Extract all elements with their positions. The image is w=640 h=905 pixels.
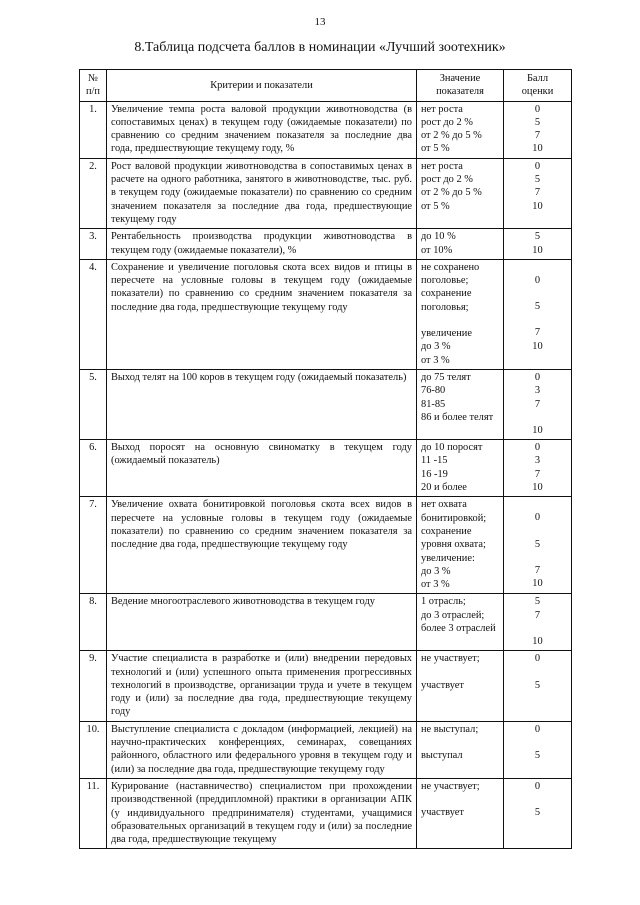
score-line: 0	[534, 512, 541, 524]
row-number: 11.	[80, 778, 107, 848]
value-line: более 3 отраслей	[421, 622, 496, 634]
row-scores	[504, 721, 572, 778]
score-line	[508, 736, 567, 749]
value-line: не выступал;	[421, 723, 479, 735]
table-header-row	[80, 70, 572, 102]
table-row	[80, 229, 572, 260]
value-line: 76-80	[421, 385, 446, 397]
value-line	[421, 666, 499, 679]
value-line: не сохранено	[421, 261, 480, 273]
score-line: 0	[534, 371, 541, 383]
value-line: сохранение	[421, 525, 472, 537]
table-row	[80, 259, 572, 369]
value-line: нет охвата	[421, 499, 467, 511]
table-row	[80, 440, 572, 497]
score-line: 7	[534, 609, 541, 621]
row-number: 9.	[80, 651, 107, 721]
row-scores	[504, 594, 572, 651]
score-line: 10	[532, 424, 543, 436]
row-values	[417, 778, 504, 848]
value-line: участвует	[421, 679, 464, 691]
row-scores	[504, 369, 572, 439]
page-number: 13	[314, 16, 326, 28]
row-number: 3.	[80, 229, 107, 260]
header-score: Балл оценки	[504, 70, 572, 102]
row-number: 7.	[80, 497, 107, 594]
row-criteria: Курирование (наставничество) специалистом при прохождении производственной (преддипломной) практики в организации АПК (у индивидуального предпринимателя) студентами, учащимися образовательных организаций в текущем году и (или) за последние два года, предшествующие текущему	[107, 778, 417, 848]
row-number: 1.	[80, 101, 107, 158]
row-scores	[504, 259, 572, 369]
value-line	[421, 314, 499, 327]
row-criteria: Увеличение охвата бонитировкой поголовья скота всех видов в пересчете на условные головы в текущем году (ожидаемые показатели) по сравнению со средним значением показателя за последние два года, предшествующие текущему году	[107, 497, 417, 594]
score-line: 5	[534, 807, 541, 819]
row-criteria: Выступление специалиста с докладом (информацией, лекцией) на научно-практических конференциях, семинарах, совещаниях районного, областного или федерального уровня в текущем году и (или) за последние два года, предшествующие текущему году	[107, 721, 417, 778]
score-line: 5	[534, 174, 541, 186]
score-line	[508, 622, 567, 635]
scoring-table	[79, 69, 572, 849]
score-line	[508, 666, 567, 679]
score-line: 0	[534, 780, 541, 792]
table-row	[80, 651, 572, 721]
score-line: 3	[534, 385, 541, 397]
score-line: 5	[534, 596, 541, 608]
value-line: от 3 %	[421, 579, 450, 591]
score-line: 10	[532, 340, 543, 352]
score-line	[508, 261, 567, 274]
score-line: 0	[534, 160, 541, 172]
score-line: 0	[534, 653, 541, 665]
row-criteria: Выход телят на 100 коров в текущем году (ожидаемый показатель)	[107, 369, 417, 439]
value-line: от 10%	[421, 244, 453, 256]
value-line: участвует	[421, 807, 464, 819]
row-values	[417, 369, 504, 439]
score-line	[508, 551, 567, 564]
value-line: 20 и более	[421, 482, 467, 494]
score-line: 7	[534, 130, 541, 142]
score-line: 10	[532, 578, 543, 590]
score-line: 7	[534, 398, 541, 410]
value-line: от 2 % до 5 %	[421, 130, 482, 142]
row-scores	[504, 497, 572, 594]
row-values	[417, 158, 504, 228]
page-title: 8.Таблица подсчета баллов в номинации «Лучший зоотехник»	[134, 40, 506, 55]
value-line: до 10 поросят	[421, 442, 483, 454]
score-line	[508, 353, 567, 366]
table-row	[80, 497, 572, 594]
row-scores	[504, 101, 572, 158]
value-line: рост до 2 %	[421, 174, 473, 186]
row-number: 6.	[80, 440, 107, 497]
value-line	[421, 793, 499, 806]
row-number: 4.	[80, 259, 107, 369]
table-row	[80, 721, 572, 778]
score-line: 0	[534, 442, 541, 454]
table-row	[80, 158, 572, 228]
score-line: 5	[534, 679, 541, 691]
value-line: нет роста	[421, 160, 463, 172]
value-line: поголовья;	[421, 301, 469, 313]
row-values	[417, 229, 504, 260]
row-values	[417, 497, 504, 594]
value-line: не участвует;	[421, 653, 480, 665]
score-line: 10	[532, 244, 543, 256]
score-line	[508, 313, 567, 326]
score-line: 3	[534, 455, 541, 467]
value-line: от 5 %	[421, 143, 450, 155]
score-line: 7	[534, 564, 541, 576]
table-row	[80, 101, 572, 158]
value-line: бонитировкой;	[421, 512, 487, 524]
header-criteria: Критерии и показатели	[107, 70, 417, 102]
value-line: от 2 % до 5 %	[421, 187, 482, 199]
value-line: 86 и более телят	[421, 411, 494, 423]
row-number: 2.	[80, 158, 107, 228]
score-line: 5	[534, 750, 541, 762]
value-line	[421, 736, 499, 749]
score-line	[508, 411, 567, 424]
value-line: до 10 %	[421, 231, 456, 243]
value-line: до 3 отраслей;	[421, 609, 485, 621]
score-line	[508, 287, 567, 300]
row-values	[417, 721, 504, 778]
score-line: 10	[532, 143, 543, 155]
score-line	[508, 525, 567, 538]
row-values	[417, 101, 504, 158]
score-line: 5	[534, 116, 541, 128]
value-line: увеличение:	[421, 552, 475, 564]
value-line: выступал	[421, 750, 463, 762]
table-body	[80, 101, 572, 849]
row-values	[417, 259, 504, 369]
value-line: от 3 %	[421, 354, 450, 366]
header-value: Значение показателя	[417, 70, 504, 102]
score-line: 10	[532, 482, 543, 494]
row-criteria: Участие специалиста в разработке и (или) внедрении передовых технологий и (или) успешного опыта применения прогрессивных технологий в производстве, организации труда и учете в текущем году и (или) за последние два года, предшествующие текущему году	[107, 651, 417, 721]
value-line: не участвует;	[421, 780, 480, 792]
row-criteria: Ведение многоотраслевого животноводства в текущем году	[107, 594, 417, 651]
value-line: увеличение	[421, 328, 472, 340]
score-line: 0	[534, 103, 541, 115]
score-line: 0	[534, 274, 541, 286]
value-line: от 5 %	[421, 200, 450, 212]
score-line	[508, 498, 567, 511]
row-values	[417, 594, 504, 651]
value-line: 1 отрасль;	[421, 596, 466, 608]
score-line: 10	[532, 200, 543, 212]
value-line: до 75 телят	[421, 371, 471, 383]
table-row	[80, 778, 572, 848]
score-line: 10	[532, 635, 543, 647]
value-line: 11 -15	[421, 455, 448, 467]
score-line: 7	[534, 187, 541, 199]
value-line: 16 -19	[421, 468, 448, 480]
row-scores	[504, 158, 572, 228]
row-number: 5.	[80, 369, 107, 439]
value-line	[421, 635, 499, 648]
value-line	[421, 424, 499, 437]
row-criteria: Рост валовой продукции животноводства в сопоставимых ценах в расчете на одного работника, занятого в животноводстве, тыс. руб. в текущем году (ожидаемые показатели) по сравнению со средним значением показателя за последние два года, предшествующие текущему году	[107, 158, 417, 228]
row-number: 8.	[80, 594, 107, 651]
value-line: уровня охвата;	[421, 539, 486, 551]
value-line: нет роста	[421, 103, 463, 115]
value-line: до 3 %	[421, 341, 451, 353]
value-line: поголовье;	[421, 275, 469, 287]
row-number: 10.	[80, 721, 107, 778]
row-scores	[504, 778, 572, 848]
value-line: сохранение	[421, 288, 472, 300]
score-line: 5	[534, 538, 541, 550]
score-line: 7	[534, 327, 541, 339]
table-row	[80, 369, 572, 439]
row-criteria: Увеличение темпа роста валовой продукции животноводства (в сопоставимых ценах) в текущем году (ожидаемые показатели) по сравнению со средним значением показателя за последние два года, предшествующие текущему году, %	[107, 101, 417, 158]
row-criteria: Рентабельность производства продукции животноводства в текущем году (ожидаемые показатели), %	[107, 229, 417, 260]
header-num: № п/п	[80, 70, 107, 102]
row-scores	[504, 229, 572, 260]
row-scores	[504, 440, 572, 497]
row-criteria: Выход поросят на основную свиноматку в текущем году (ожидаемый показатель)	[107, 440, 417, 497]
value-line: рост до 2 %	[421, 116, 473, 128]
row-values	[417, 440, 504, 497]
row-values	[417, 651, 504, 721]
value-line: 81-85	[421, 398, 446, 410]
row-criteria: Сохранение и увеличение поголовья скота всех видов и птицы в пересчете на условные головы в текущем году (ожидаемые показатели) по сравнению со средним значением показателя за последние два года, предшествующие текущему году	[107, 259, 417, 369]
table-row	[80, 594, 572, 651]
score-line: 0	[534, 723, 541, 735]
value-line: до 3 %	[421, 565, 451, 577]
row-scores	[504, 651, 572, 721]
score-line: 5	[534, 231, 541, 243]
score-line	[508, 793, 567, 806]
score-line: 7	[534, 468, 541, 480]
score-line: 5	[534, 301, 541, 313]
